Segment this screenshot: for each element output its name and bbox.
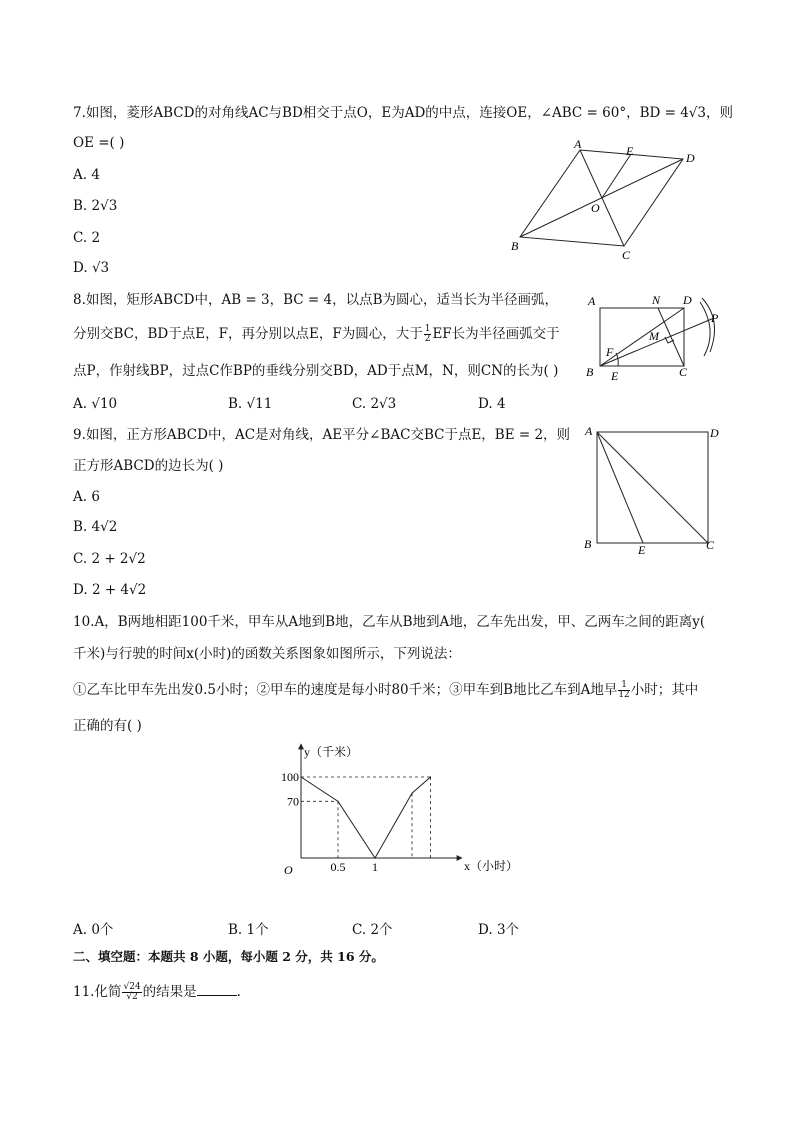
label-b: B xyxy=(511,239,519,253)
label-e: E xyxy=(638,543,646,557)
option-text: 4 xyxy=(496,396,506,412)
q8-option-b[interactable] xyxy=(228,396,272,412)
option-text: 3个 xyxy=(496,922,520,938)
fraction-numerator: 1 xyxy=(424,324,431,334)
q8-stem-line2 xyxy=(73,324,560,344)
section-heading: 二、填空题：本题共 8 小题，每小题 2 分，共 16 分。 xyxy=(73,949,384,964)
fraction-denominator: √2 xyxy=(126,992,138,1002)
q10-stem-line1: 10.A，B两地相距100千米，甲车从A地到B地，乙车从B地到A地，乙车先出发，甲、乙两车之间的距离y( xyxy=(73,614,706,630)
fraction-half xyxy=(424,325,432,344)
q11-prefix: 11.化简 xyxy=(73,984,122,1000)
label-m: M xyxy=(649,329,659,343)
data-point-4 xyxy=(430,776,431,777)
q10-line3-part1: ①乙车比甲车先出发0.5小时；②甲车的速度是每小时80千米；③甲车到B地比乙车到A地早 xyxy=(73,682,618,698)
label-d: D xyxy=(710,426,719,440)
q8-stem-line1: 8.如图，矩形ABCD中，AB = 3，BC = 4，以点B为圆心，适当长为半径画弧， xyxy=(73,292,559,308)
x-tick-0-5: 0.5 xyxy=(330,860,346,874)
label-c: C xyxy=(679,365,688,379)
q9-option-a[interactable] xyxy=(73,489,100,505)
y-axis-label: y（千米） xyxy=(304,745,359,759)
option-letter: A. xyxy=(73,167,88,183)
q11-fraction xyxy=(122,983,141,1002)
label-a: A xyxy=(588,294,596,308)
q10-option-b[interactable] xyxy=(228,918,269,938)
option-letter: B. xyxy=(73,519,88,535)
q7-option-b[interactable] xyxy=(73,198,117,214)
option-text: 2个 xyxy=(370,922,393,938)
data-point-2 xyxy=(374,857,375,858)
q11-suffix: 的结果是 xyxy=(142,984,197,1000)
q9-option-c[interactable] xyxy=(73,551,146,567)
label-e: E xyxy=(626,144,634,158)
option-letter: D. xyxy=(478,396,493,412)
q10-stem-line3 xyxy=(73,680,698,700)
q8-stem-line3: 点P，作射线BP，过点C作BP的垂线分别交BD，AD于点M，N，则CN的长为( ) xyxy=(73,363,559,379)
option-text: 2 xyxy=(91,230,101,246)
q8-option-d[interactable] xyxy=(478,396,506,412)
option-text: 6 xyxy=(91,489,100,505)
q9-option-b[interactable] xyxy=(73,519,117,535)
option-text: 0个 xyxy=(91,922,114,938)
option-text: √10 xyxy=(91,396,118,412)
option-letter: B. xyxy=(73,198,88,214)
data-point-1 xyxy=(337,801,338,802)
q7-rhombus-figure xyxy=(505,140,705,265)
option-text: 2√3 xyxy=(91,198,118,214)
label-c: C xyxy=(706,538,715,552)
option-letter: D. xyxy=(73,260,88,276)
option-text: √11 xyxy=(246,396,273,412)
fraction-denominator: 2 xyxy=(424,334,431,344)
q10-distance-time-chart xyxy=(272,738,532,883)
q8-line2-part1: 分别交BC，BD于点E，F，再分别以点E，F为圆心，大于 xyxy=(73,326,423,342)
fraction-numerator: 1 xyxy=(618,681,629,691)
q11-stem xyxy=(73,982,241,1002)
x-axis-label: x（小时） xyxy=(464,859,519,873)
option-letter: C. xyxy=(73,230,88,246)
option-letter: C. xyxy=(352,922,367,938)
label-d: D xyxy=(686,151,695,165)
option-letter: D. xyxy=(478,922,493,938)
q10-line3-part2: 小时；其中 xyxy=(630,682,699,698)
q7-option-d[interactable] xyxy=(73,260,109,276)
q8-option-c[interactable] xyxy=(352,396,396,412)
option-text: 4 xyxy=(91,167,100,183)
x-tick-1: 1 xyxy=(372,860,378,874)
q10-stem-line4: 正确的有( ) xyxy=(73,718,142,734)
fraction-denominator: 12 xyxy=(618,690,630,700)
q10-option-c[interactable] xyxy=(352,918,393,938)
option-letter: B. xyxy=(228,922,243,938)
q8-line2-part2: EF长为半径画弧交于 xyxy=(432,326,560,342)
q8-rectangle-figure xyxy=(582,290,727,385)
q7-stem-line2: OE =( ) xyxy=(73,135,125,151)
option-text: 1个 xyxy=(246,922,269,938)
option-letter: C. xyxy=(73,551,88,567)
label-a: A xyxy=(585,424,593,438)
q9-square-figure xyxy=(580,420,730,560)
fraction-one-twelfth xyxy=(618,681,629,700)
label-b: B xyxy=(584,537,592,551)
label-a: A xyxy=(574,140,582,151)
bisector-ae xyxy=(597,432,643,543)
label-d: D xyxy=(683,293,692,307)
label-c: C xyxy=(622,248,631,262)
y-tick-100: 100 xyxy=(281,770,299,784)
q7-stem-line1: 7.如图，菱形ABCD的对角线AC与BD相交于点O，E为AD的中点，连接OE，∠ABC = 60°，BD = 4√3，则 xyxy=(73,105,733,121)
option-text: 2 + 2√2 xyxy=(91,551,146,567)
answer-blank[interactable] xyxy=(197,983,237,996)
label-e: E xyxy=(611,369,619,383)
arc-p2 xyxy=(700,302,710,356)
option-letter: A. xyxy=(73,489,88,505)
option-letter: C. xyxy=(352,396,367,412)
fraction-numerator: √24 xyxy=(123,982,141,992)
diagonal-ac xyxy=(597,432,708,543)
option-letter: D. xyxy=(73,582,88,598)
q10-option-d[interactable] xyxy=(478,918,519,938)
q10-option-a[interactable] xyxy=(73,918,113,938)
q11-end: . xyxy=(236,984,241,1000)
option-text: 4√2 xyxy=(91,519,118,535)
origin-label: O xyxy=(284,863,293,877)
label-b: B xyxy=(586,365,594,379)
option-letter: B. xyxy=(228,396,243,412)
y-tick-70: 70 xyxy=(287,794,299,809)
data-point-3 xyxy=(411,793,412,794)
option-text: 2√3 xyxy=(370,396,397,412)
segment-oe xyxy=(602,154,631,198)
q7-option-c[interactable] xyxy=(73,230,100,246)
q8-option-a[interactable] xyxy=(73,396,117,412)
label-p: P xyxy=(711,311,719,325)
q9-stem-line1: 9.如图，正方形ABCD中，AC是对角线，AE平分∠BAC交BC于点E，BE = 2，则 xyxy=(73,427,571,443)
q9-option-d[interactable] xyxy=(73,582,146,598)
option-text: √3 xyxy=(91,260,110,276)
option-letter: A. xyxy=(73,396,88,412)
distance-series-line xyxy=(301,777,431,858)
data-point-0 xyxy=(300,776,301,777)
q7-option-a[interactable] xyxy=(73,167,100,183)
label-f: F xyxy=(606,345,614,359)
option-text: 2 + 4√2 xyxy=(91,582,147,598)
option-letter: A. xyxy=(73,922,88,938)
label-o: O xyxy=(591,201,600,215)
q10-stem-line2: 千米)与行驶的时间x(小时)的函数关系图象如图所示，下列说法： xyxy=(73,646,461,662)
label-n: N xyxy=(652,293,661,307)
q9-stem-line2: 正方形ABCD的边长为( ) xyxy=(73,458,224,474)
